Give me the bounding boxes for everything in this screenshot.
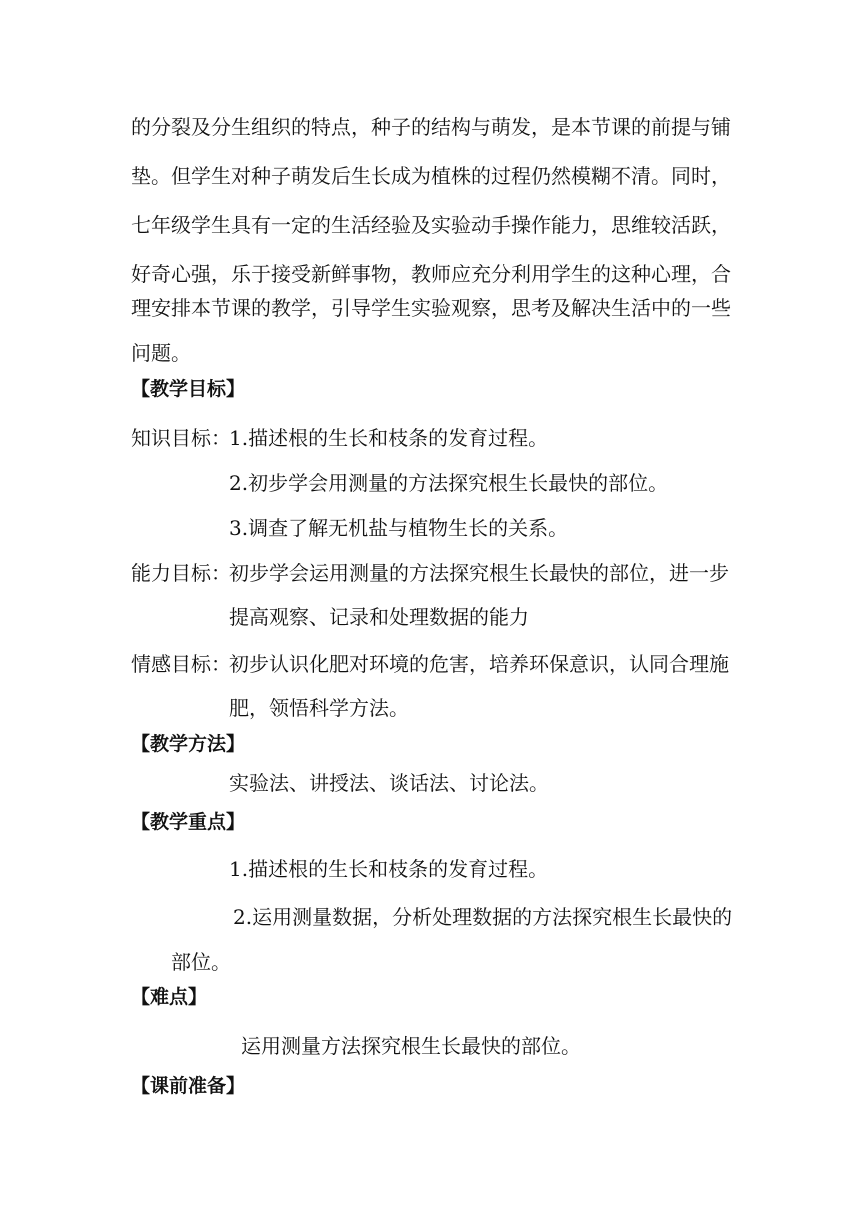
ability-goal-line-1: 初步学会运用测量的方法探究根生长最快的部位，进一步 bbox=[229, 561, 729, 585]
knowledge-goal-item-2: 2.初步学会用测量的方法探究根生长最快的部位。 bbox=[229, 471, 669, 495]
intro-line-1: 的分裂及分生组织的特点，种子的结构与萌发，是本节课的前提与铺 bbox=[131, 115, 731, 139]
key-point-item-2-line-1: 2.运用测量数据，分析处理数据的方法探究根生长最快的 bbox=[233, 905, 733, 929]
intro-line-3: 七年级学生具有一定的生活经验及实验动手操作能力，思维较活跃， bbox=[131, 213, 731, 237]
intro-line-6: 问题。 bbox=[131, 341, 191, 365]
difficulty-heading: 【难点】 bbox=[131, 986, 208, 1008]
emotion-goal-line-2: 肥，领悟科学方法。 bbox=[229, 696, 409, 720]
knowledge-goal-item-1: 1.描述根的生长和枝条的发育过程。 bbox=[229, 426, 549, 450]
ability-goals-label: 能力目标： bbox=[131, 561, 231, 585]
knowledge-goals-label: 知识目标： bbox=[131, 426, 231, 450]
teaching-methods-heading: 【教学方法】 bbox=[131, 733, 246, 755]
intro-line-5: 理安排本节课的教学，引导学生实验观察，思考及解决生活中的一些 bbox=[131, 296, 731, 320]
key-point-item-2-line-2: 部位。 bbox=[171, 950, 231, 974]
ability-goal-line-2: 提高观察、记录和处理数据的能力 bbox=[229, 605, 529, 629]
knowledge-goal-item-3: 3.调查了解无机盐与植物生长的关系。 bbox=[229, 516, 569, 540]
difficulty-text: 运用测量方法探究根生长最快的部位。 bbox=[241, 1034, 581, 1058]
emotion-goal-line-1: 初步认识化肥对环境的危害，培养环保意识，认同合理施 bbox=[229, 652, 729, 676]
key-points-heading: 【教学重点】 bbox=[131, 811, 246, 833]
teaching-methods-text: 实验法、讲授法、谈话法、讨论法。 bbox=[229, 771, 549, 795]
teaching-goals-heading: 【教学目标】 bbox=[131, 378, 246, 400]
intro-line-2: 垫。但学生对种子萌发后生长成为植株的过程仍然模糊不清。同时， bbox=[131, 164, 731, 188]
key-point-item-1: 1.描述根的生长和枝条的发育过程。 bbox=[229, 857, 549, 881]
emotion-goals-label: 情感目标： bbox=[131, 652, 231, 676]
preparation-heading: 【课前准备】 bbox=[131, 1075, 246, 1097]
intro-line-4: 好奇心强，乐于接受新鲜事物，教师应充分利用学生的这种心理，合 bbox=[131, 262, 731, 286]
